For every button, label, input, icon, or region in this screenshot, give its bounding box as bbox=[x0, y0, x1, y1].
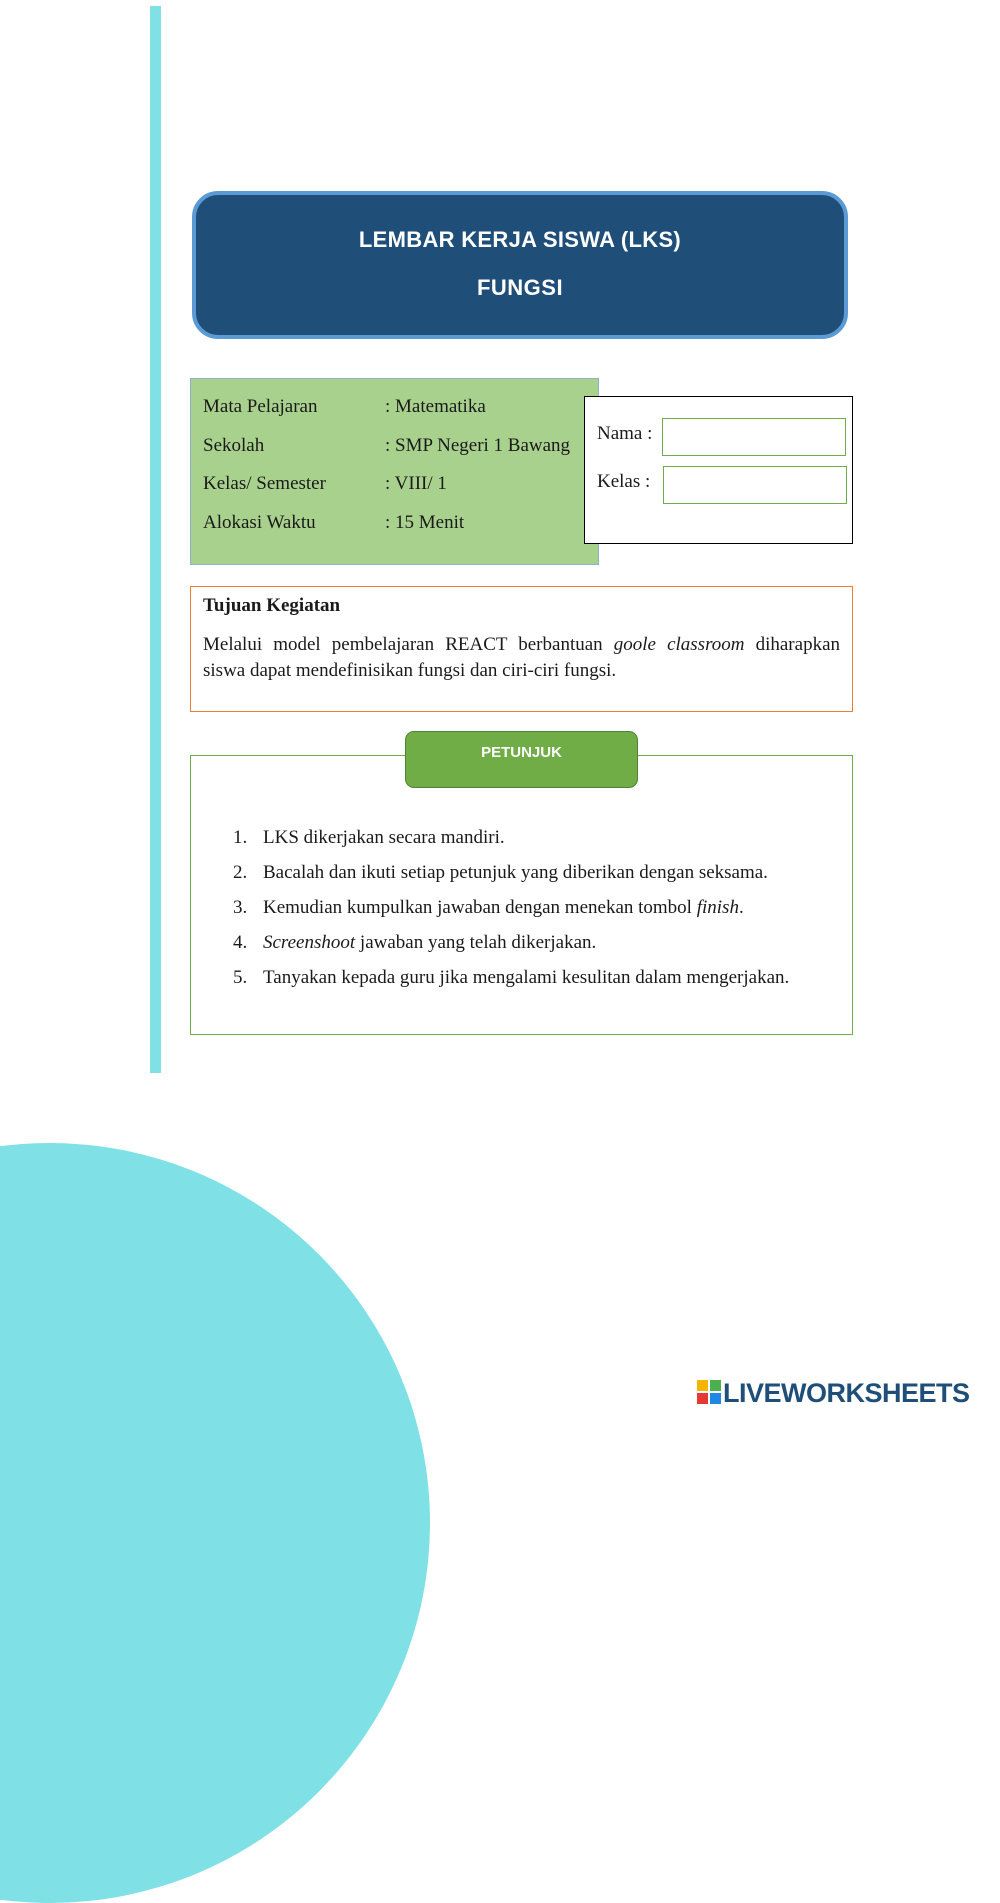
worksheet-title: LEMBAR KERJA SISWA (LKS) bbox=[358, 227, 682, 252]
instruction-text bbox=[263, 897, 744, 919]
logo-square bbox=[697, 1393, 708, 1404]
info-value: : VIII/ 1 bbox=[385, 473, 447, 494]
info-label: Kelas/ Semester bbox=[203, 473, 326, 494]
info-value: : Matematika bbox=[385, 396, 486, 417]
instruction-number: 5. bbox=[233, 967, 248, 988]
instruction-text-part: Kemudian kumpulkan jawaban dengan menekan tombol bbox=[263, 897, 697, 918]
decorative-circle bbox=[0, 1143, 430, 1903]
info-label: Mata Pelajaran bbox=[203, 396, 318, 417]
instruction-text-italic: Screenshoot bbox=[263, 932, 356, 953]
instruction-text-part: jawaban yang telah dikerjakan. bbox=[355, 932, 597, 953]
goal-text-start: Melalui model pembelajaran REACT berbantuan bbox=[203, 634, 614, 655]
instruction-number: 2. bbox=[233, 862, 248, 883]
logo-square bbox=[697, 1380, 708, 1391]
logo-square bbox=[710, 1380, 721, 1391]
activity-goal-box bbox=[190, 586, 853, 712]
info-label: Sekolah bbox=[203, 435, 265, 456]
instruction-number: 3. bbox=[233, 897, 248, 918]
worksheet-topic: FUNGSI bbox=[476, 275, 564, 300]
instruction-text bbox=[263, 932, 596, 954]
instruction-text bbox=[263, 862, 768, 884]
instructions-box bbox=[190, 755, 853, 1035]
brand-text: LIVEWORKSHEETS bbox=[723, 1378, 970, 1408]
instruction-text bbox=[263, 967, 789, 989]
instructions-badge: PETUNJUK bbox=[405, 731, 638, 788]
instruction-text bbox=[263, 827, 505, 849]
instruction-text-part: Bacalah dan ikuti setiap petunjuk yang diberikan dengan seksama. bbox=[263, 862, 768, 883]
info-value: : SMP Negeri 1 Bawang bbox=[385, 435, 571, 456]
name-input[interactable] bbox=[662, 418, 846, 456]
class-input[interactable] bbox=[663, 466, 847, 504]
liveworksheets-logo bbox=[697, 1378, 970, 1408]
info-value: : 15 Menit bbox=[385, 512, 465, 533]
instruction-number: 4. bbox=[233, 932, 248, 953]
goal-text bbox=[203, 632, 840, 684]
subject-info-box bbox=[190, 378, 599, 565]
instruction-text-part: Tanyakan kepada guru jika mengalami kesulitan dalam mengerjakan. bbox=[263, 967, 790, 988]
side-accent-bar bbox=[150, 6, 161, 1073]
goal-text-italic: goole classroom bbox=[613, 634, 745, 655]
goal-text-end: diharapkan siswa dapat mendefinisikan fungsi dan ciri-ciri fungsi. bbox=[203, 634, 841, 681]
class-label: Kelas : bbox=[597, 471, 651, 492]
info-label: Alokasi Waktu bbox=[203, 512, 316, 533]
goal-heading: Tujuan Kegiatan bbox=[203, 595, 341, 616]
instruction-text-part: . bbox=[738, 897, 744, 918]
student-identity-box bbox=[584, 396, 853, 544]
liveworksheets-logo-icon bbox=[697, 1380, 721, 1404]
logo-square bbox=[710, 1393, 721, 1404]
instruction-text-italic: finish bbox=[696, 897, 739, 918]
name-label: Nama : bbox=[597, 423, 653, 444]
instruction-text-part: LKS dikerjakan secara mandiri. bbox=[263, 827, 505, 848]
title-banner bbox=[192, 191, 848, 339]
instruction-number: 1. bbox=[233, 827, 248, 848]
